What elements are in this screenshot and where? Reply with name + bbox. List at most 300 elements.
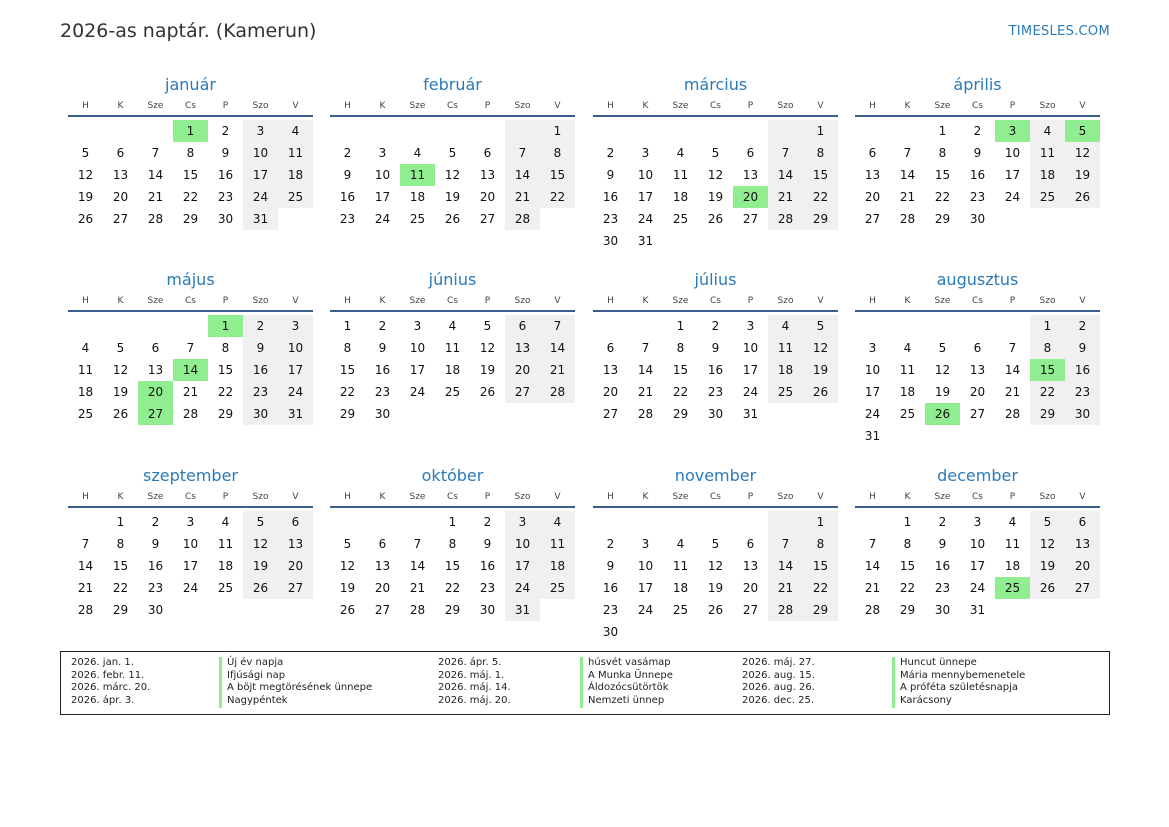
day-cell: 20 (864, 190, 881, 204)
day-cell: 29 (672, 407, 689, 421)
day-cell: 27 (505, 381, 540, 403)
weekday-label: K (642, 296, 649, 306)
day-cell: 26 (444, 212, 461, 226)
day-cell: 4 (676, 537, 685, 551)
day-cell: 18 (768, 359, 803, 381)
day-cell: 6 (505, 315, 540, 337)
day-cell: 23 (479, 581, 496, 595)
day-cell: 16 (934, 559, 951, 573)
weekday-label: Szo (777, 492, 794, 502)
legend-date: 2026. máj. 27. (742, 657, 815, 668)
day-cell: 16 (243, 359, 278, 381)
day-cell: 21 (1004, 385, 1021, 399)
day-cell: 5 (483, 319, 492, 333)
day-cell: 24 (969, 581, 986, 595)
empty-cell (470, 120, 505, 142)
day-cell: 19 (1065, 164, 1100, 186)
day-cell: 1 (938, 124, 947, 138)
day-cell: 23 (969, 190, 986, 204)
day-cell: 18 (672, 581, 689, 595)
weekday-label: Cs (710, 296, 721, 306)
day-cell: 19 (803, 359, 838, 381)
day-cell: 1 (903, 515, 912, 529)
day-cell: 21 (147, 190, 164, 204)
month-name: július (694, 270, 737, 289)
month-name: december (937, 466, 1018, 485)
weekday-label: Sze (672, 492, 689, 502)
day-cell: 20 (278, 555, 313, 577)
empty-cell (68, 120, 103, 142)
day-cell: 26 (1030, 577, 1065, 599)
weekday-label: P (747, 101, 754, 111)
legend-date: 2026. febr. 11. (71, 669, 145, 681)
day-cell: 15 (112, 559, 129, 573)
weekday-label: Cs (972, 101, 983, 111)
day-cell: 28 (768, 599, 803, 621)
day-cell: 21 (768, 186, 803, 208)
day-cell: 8 (116, 537, 125, 551)
legend-date: 2026. ápr. 3. (71, 695, 135, 707)
empty-cell (138, 315, 173, 337)
month-name: május (166, 270, 215, 289)
month-9 (68, 465, 313, 621)
day-cell: 19 (1030, 555, 1065, 577)
day-cell: 26 (1065, 186, 1100, 208)
day-cell: 14 (637, 363, 654, 377)
weekday-label: K (642, 101, 649, 111)
month-name: január (165, 75, 216, 94)
weekday-header (855, 292, 1100, 312)
weekday-label: V (554, 492, 561, 502)
day-cell: 31 (505, 599, 540, 621)
day-cell: 17 (374, 190, 391, 204)
month-name: június (428, 270, 477, 289)
day-cell: 18 (444, 363, 461, 377)
day-cell: 28 (540, 381, 575, 403)
day-cell: 9 (711, 341, 720, 355)
day-cell: 17 (864, 385, 881, 399)
day-cell: 27 (864, 212, 881, 226)
weekday-label: P (1009, 492, 1016, 502)
day-cell: 16 (479, 559, 496, 573)
weekday-label: Szo (252, 296, 269, 306)
day-cell: 19 (479, 363, 496, 377)
empty-cell (68, 315, 103, 337)
day-cell: 30 (479, 603, 496, 617)
day-cell: 20 (374, 581, 391, 595)
day-cell: 12 (339, 559, 356, 573)
day-cell: 14 (77, 559, 94, 573)
weekday-label: Cs (972, 492, 983, 502)
weekday-label: K (904, 101, 911, 111)
weekday-label: Szo (777, 101, 794, 111)
day-cell: 12 (934, 363, 951, 377)
day-grid (330, 312, 575, 425)
day-cell: 1 (448, 515, 457, 529)
empty-cell (663, 511, 698, 533)
day-cell: 7 (540, 315, 575, 337)
day-cell: 1 (116, 515, 125, 529)
empty-cell (855, 511, 890, 533)
day-cell: 7 (413, 537, 422, 551)
weekday-label: K (379, 296, 386, 306)
empty-cell (663, 120, 698, 142)
empty-cell (855, 120, 890, 142)
empty-cell (593, 511, 628, 533)
day-cell: 29 (217, 407, 234, 421)
weekday-label: H (82, 296, 89, 306)
month-8 (855, 269, 1100, 447)
day-cell: 16 (969, 168, 986, 182)
day-cell: 10 (182, 537, 199, 551)
day-cell: 13 (147, 363, 164, 377)
day-grid (855, 508, 1100, 621)
weekday-label: H (344, 296, 351, 306)
empty-cell (890, 120, 925, 142)
day-cell: 23 (602, 212, 619, 226)
legend-date: 2026. márc. 20. (71, 682, 151, 694)
day-cell: 30 (707, 407, 724, 421)
day-cell: 21 (182, 385, 199, 399)
day-cell: 22 (1030, 381, 1065, 403)
day-cell: 27 (374, 603, 391, 617)
day-cell: 19 (707, 581, 724, 595)
day-cell: 26 (112, 407, 129, 421)
day-cell: 1 (1030, 315, 1065, 337)
day-cell: 10 (742, 341, 759, 355)
weekday-label: Sze (409, 296, 426, 306)
day-cell: 2 (711, 319, 720, 333)
day-cell: 22 (540, 186, 575, 208)
day-cell: 28 (147, 212, 164, 226)
day-cell: 8 (1030, 337, 1065, 359)
day-cell: 14 (768, 555, 803, 577)
legend-date: 2026. ápr. 5. (438, 657, 502, 668)
day-cell: 20 (479, 190, 496, 204)
day-cell: 19 (339, 581, 356, 595)
empty-cell (628, 315, 663, 337)
legend-date: 2026. aug. 15. (742, 669, 815, 681)
empty-cell (733, 511, 768, 533)
day-cell: 7 (768, 142, 803, 164)
day-grid (330, 117, 575, 230)
day-cell: 4 (540, 511, 575, 533)
day-cell: 3 (641, 146, 650, 160)
weekday-label: V (292, 101, 299, 111)
day-cell: 20 (505, 359, 540, 381)
day-cell: 30 (147, 603, 164, 617)
weekday-header (593, 488, 838, 508)
day-cell: 5 (116, 341, 125, 355)
day-cell: 18 (77, 385, 94, 399)
day-cell: 24 (409, 385, 426, 399)
day-cell: 31 (864, 429, 881, 443)
day-grid (855, 312, 1100, 447)
day-cell: 12 (707, 559, 724, 573)
day-cell: 14 (540, 337, 575, 359)
weekday-label: H (607, 492, 614, 502)
day-cell: 22 (112, 581, 129, 595)
day-cell: 25 (540, 577, 575, 599)
day-cell: 5 (803, 315, 838, 337)
page-title: 2026-as naptár. (Kamerun) (60, 20, 317, 42)
day-cell: 27 (479, 212, 496, 226)
day-cell: 7 (641, 341, 650, 355)
day-cell: 28 (768, 208, 803, 230)
weekday-label: Sze (409, 101, 426, 111)
weekday-label: K (904, 492, 911, 502)
day-cell: 8 (221, 341, 230, 355)
legend-holiday-name: Mária mennybemenetele (892, 670, 1025, 683)
weekday-label: H (344, 492, 351, 502)
weekday-label: V (1079, 492, 1086, 502)
day-cell: 27 (969, 407, 986, 421)
day-cell: 9 (606, 168, 615, 182)
day-cell: 10 (374, 168, 391, 182)
day-cell: 12 (77, 168, 94, 182)
day-cell: 8 (448, 537, 457, 551)
day-cell: 24 (637, 212, 654, 226)
day-cell: 2 (938, 515, 947, 529)
day-cell: 5 (448, 146, 457, 160)
day-cell: 28 (899, 212, 916, 226)
empty-cell (400, 120, 435, 142)
holiday-day-cell: 5 (1065, 120, 1100, 142)
month-name: augusztus (936, 270, 1019, 289)
day-cell: 15 (339, 363, 356, 377)
day-cell: 22 (803, 577, 838, 599)
legend-holiday-name: Huncut ünnepe (892, 657, 977, 670)
weekday-label: H (869, 101, 876, 111)
weekday-label: P (747, 296, 754, 306)
day-cell: 21 (409, 581, 426, 595)
weekday-header (330, 292, 575, 312)
weekday-label: Sze (934, 101, 951, 111)
day-cell: 3 (868, 341, 877, 355)
day-cell: 11 (1030, 142, 1065, 164)
day-cell: 20 (742, 581, 759, 595)
empty-cell (733, 120, 768, 142)
weekday-header (330, 488, 575, 508)
day-cell: 16 (147, 559, 164, 573)
weekday-label: Sze (672, 296, 689, 306)
month-5 (68, 269, 313, 425)
day-cell: 16 (602, 581, 619, 595)
day-grid (68, 508, 313, 621)
day-cell: 16 (339, 190, 356, 204)
empty-cell (400, 511, 435, 533)
day-cell: 9 (973, 146, 982, 160)
day-cell: 11 (444, 341, 461, 355)
weekday-label: Sze (934, 296, 951, 306)
day-cell: 1 (803, 120, 838, 142)
day-cell: 11 (1004, 537, 1021, 551)
holiday-legend (60, 651, 1110, 715)
day-cell: 10 (409, 341, 426, 355)
legend-holiday-name: A böjt megtörésének ünnepe (219, 682, 372, 695)
weekday-label: K (117, 492, 124, 502)
day-cell: 24 (278, 381, 313, 403)
day-cell: 5 (243, 511, 278, 533)
holiday-day-cell: 11 (400, 164, 435, 186)
day-cell: 4 (278, 120, 313, 142)
day-cell: 13 (742, 559, 759, 573)
month-name: március (683, 75, 748, 94)
day-cell: 29 (112, 603, 129, 617)
brand-link[interactable]: TIMESLES.COM (1008, 24, 1110, 39)
day-cell: 10 (864, 363, 881, 377)
day-cell: 8 (676, 341, 685, 355)
weekday-header (68, 97, 313, 117)
day-cell: 9 (606, 559, 615, 573)
day-cell: 23 (217, 190, 234, 204)
empty-cell (365, 511, 400, 533)
day-cell: 13 (602, 363, 619, 377)
day-cell: 17 (637, 581, 654, 595)
day-cell: 25 (672, 212, 689, 226)
month-11 (593, 465, 838, 643)
day-cell: 2 (378, 319, 387, 333)
day-cell: 17 (969, 559, 986, 573)
day-cell: 13 (505, 337, 540, 359)
day-cell: 2 (973, 124, 982, 138)
weekday-label: H (82, 492, 89, 502)
day-cell: 18 (672, 190, 689, 204)
day-grid (68, 117, 313, 230)
day-cell: 4 (1030, 120, 1065, 142)
weekday-label: Cs (185, 296, 196, 306)
day-cell: 19 (243, 555, 278, 577)
day-cell: 27 (602, 407, 619, 421)
empty-cell (995, 315, 1030, 337)
day-cell: 2 (606, 146, 615, 160)
weekday-label: P (222, 101, 229, 111)
day-cell: 30 (217, 212, 234, 226)
day-cell: 28 (182, 407, 199, 421)
day-cell: 9 (938, 537, 947, 551)
weekday-label: Szo (1039, 296, 1056, 306)
legend-holiday-name: Karácsony (892, 695, 952, 708)
holiday-day-cell: 27 (138, 403, 173, 425)
day-cell: 5 (711, 146, 720, 160)
legend-holiday-name: Áldozócsütörtök (580, 682, 668, 695)
day-cell: 15 (540, 164, 575, 186)
day-cell: 9 (343, 168, 352, 182)
legend-holiday-name: Új év napja (219, 657, 283, 670)
empty-cell (330, 120, 365, 142)
day-cell: 25 (899, 407, 916, 421)
day-cell: 8 (938, 146, 947, 160)
day-cell: 24 (864, 407, 881, 421)
day-cell: 9 (483, 537, 492, 551)
month-3 (593, 74, 838, 252)
weekday-label: Sze (147, 492, 164, 502)
weekday-label: Szo (777, 296, 794, 306)
day-cell: 3 (746, 319, 755, 333)
empty-cell (138, 120, 173, 142)
empty-cell (103, 120, 138, 142)
day-cell: 8 (803, 142, 838, 164)
day-cell: 8 (540, 142, 575, 164)
day-cell: 22 (182, 190, 199, 204)
weekday-label: K (379, 492, 386, 502)
day-cell: 31 (969, 603, 986, 617)
day-cell: 3 (413, 319, 422, 333)
day-cell: 27 (112, 212, 129, 226)
legend-holiday-name: A Munka Ünnepe (580, 670, 673, 683)
weekday-label: Sze (934, 492, 951, 502)
weekday-label: H (607, 101, 614, 111)
day-cell: 4 (768, 315, 803, 337)
weekday-label: V (817, 296, 824, 306)
day-cell: 25 (672, 603, 689, 617)
day-cell: 8 (343, 341, 352, 355)
day-cell: 7 (868, 537, 877, 551)
day-cell: 16 (602, 190, 619, 204)
day-cell: 23 (1065, 381, 1100, 403)
day-cell: 13 (1065, 533, 1100, 555)
day-cell: 12 (803, 337, 838, 359)
day-cell: 8 (903, 537, 912, 551)
weekday-label: H (869, 492, 876, 502)
day-cell: 30 (1065, 403, 1100, 425)
day-cell: 18 (278, 164, 313, 186)
day-cell: 27 (742, 212, 759, 226)
weekday-label: K (117, 101, 124, 111)
day-cell: 23 (147, 581, 164, 595)
day-cell: 11 (540, 533, 575, 555)
day-cell: 1 (540, 120, 575, 142)
day-cell: 13 (969, 363, 986, 377)
day-cell: 12 (444, 168, 461, 182)
empty-cell (435, 120, 470, 142)
month-12 (855, 465, 1100, 621)
day-cell: 18 (1004, 559, 1021, 573)
weekday-label: V (292, 296, 299, 306)
day-cell: 4 (81, 341, 90, 355)
empty-cell (768, 120, 803, 142)
weekday-header (855, 488, 1100, 508)
day-cell: 24 (374, 212, 391, 226)
day-cell: 23 (243, 381, 278, 403)
day-cell: 29 (339, 407, 356, 421)
weekday-label: P (222, 492, 229, 502)
day-cell: 9 (378, 341, 387, 355)
day-cell: 7 (81, 537, 90, 551)
calendar-grid (68, 74, 1102, 639)
empty-cell (68, 511, 103, 533)
weekday-label: P (484, 296, 491, 306)
day-cell: 7 (1008, 341, 1017, 355)
empty-cell (103, 315, 138, 337)
weekday-label: Szo (1039, 492, 1056, 502)
empty-cell (330, 511, 365, 533)
day-cell: 25 (444, 385, 461, 399)
day-cell: 15 (934, 168, 951, 182)
day-cell: 3 (378, 146, 387, 160)
legend-holiday-name: Nagypéntek (219, 695, 288, 708)
day-cell: 28 (637, 407, 654, 421)
day-cell: 24 (742, 385, 759, 399)
weekday-label: V (1079, 296, 1086, 306)
day-cell: 29 (899, 603, 916, 617)
empty-cell (628, 120, 663, 142)
day-cell: 10 (969, 537, 986, 551)
weekday-label: Szo (514, 101, 531, 111)
day-cell: 31 (243, 208, 278, 230)
day-cell: 8 (186, 146, 195, 160)
legend-date: 2026. máj. 1. (438, 669, 505, 681)
